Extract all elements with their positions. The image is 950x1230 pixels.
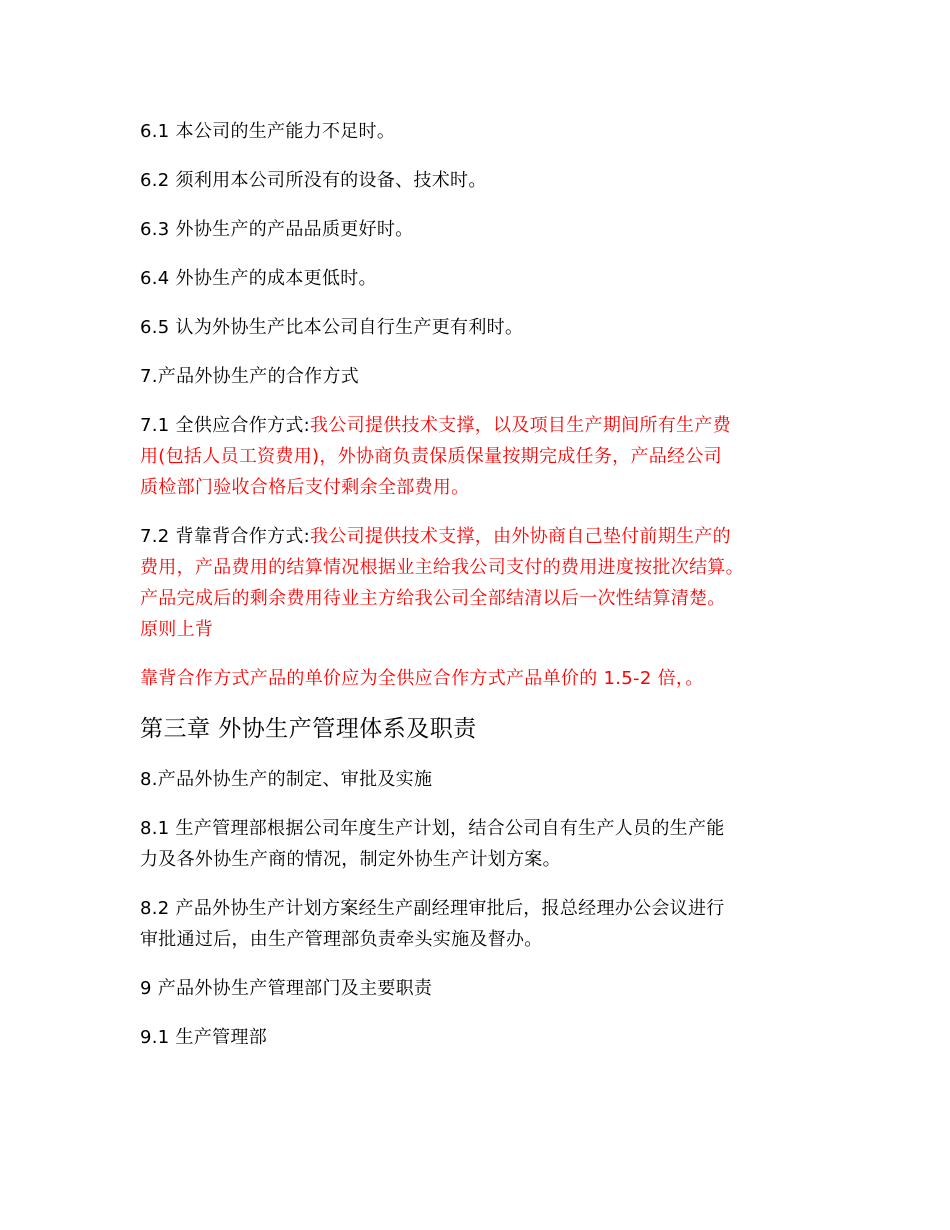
clause-8-1-line: 力及各外协生产商的情况，制定外协生产计划方案。 <box>140 849 561 870</box>
clause-7-1-line <box>140 410 820 441</box>
clause-7-2-line: 产品完成后的剩余费用待业主方给我公司全部结清以后一次性结算清楚。 <box>140 588 726 609</box>
clause-7-2-highlight: 我公司提供技术支撑，由外协商自己垫付前期生产的 <box>310 526 731 547</box>
clause-7-1-line: 用(包括人员工资费用)，外协商负责保质保量按期完成任务，产品经公司 <box>140 446 722 467</box>
clause-7-2-continuation: 靠背合作方式产品的单价应为全供应合作方式产品单价的 1.5-2 倍，。 <box>140 668 704 689</box>
clause-7-1-label: 7.1 全供应合作方式: <box>140 415 311 436</box>
clause-7-1 <box>140 410 820 503</box>
document-body <box>140 116 820 1071</box>
clause-6-1: 6.1 本公司的生产能力不足时。 <box>140 121 396 142</box>
clause-6-2: 6.2 须利用本公司所没有的设备、技术时。 <box>140 170 487 191</box>
clause-6-5: 6.5 认为外协生产比本公司自行生产更有利时。 <box>140 317 524 338</box>
clause-7-2-line: 费用，产品费用的结算情况根据业主给我公司支付的费用进度按批次结算。 <box>140 557 744 578</box>
section-8-heading: 8.产品外协生产的制定、审批及实施 <box>140 769 433 790</box>
clause-7-2-line: 原则上背 <box>140 619 214 640</box>
clause-7-1-line: 质检部门验收合格后支付剩余全部费用。 <box>140 477 470 498</box>
clause-7-2-label: 7.2 背靠背合作方式: <box>140 526 311 547</box>
clause-8-2-line: 审批通过后，由生产管理部负责牵头实施及督办。 <box>140 929 543 950</box>
clause-8-2 <box>140 893 820 955</box>
clause-6-4: 6.4 外协生产的成本更低时。 <box>140 268 377 289</box>
chapter-3-title: 第三章 外协生产管理体系及职责 <box>140 716 477 742</box>
clause-7-1-highlight: 我公司提供技术支撑，以及项目生产期间所有生产费 <box>310 415 731 436</box>
clause-9-1: 9.1 生产管理部 <box>140 1027 268 1048</box>
clause-6-3: 6.3 外协生产的产品品质更好时。 <box>140 219 414 240</box>
clause-7-2-line <box>140 521 820 552</box>
clause-7-2 <box>140 521 820 645</box>
section-9-heading: 9 产品外协生产管理部门及主要职责 <box>140 978 433 999</box>
clause-8-1-line: 8.1 生产管理部根据公司年度生产计划，结合公司自有生产人员的生产能 <box>140 818 725 839</box>
section-7-heading: 7.产品外协生产的合作方式 <box>140 366 360 387</box>
clause-8-2-line: 8.2 产品外协生产计划方案经生产副经理审批后，报总经理办公会议进行 <box>140 898 725 919</box>
clause-8-1 <box>140 813 820 875</box>
